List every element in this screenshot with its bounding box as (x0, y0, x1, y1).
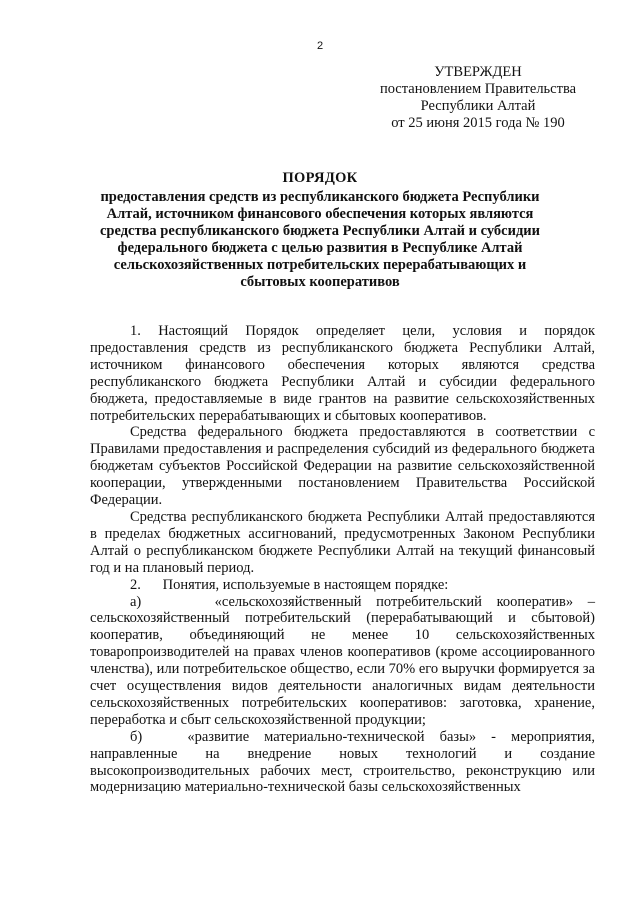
approval-date: от 25 июня 2015 года № 190 (391, 115, 565, 131)
document-body (90, 323, 595, 796)
paragraph: б) «развитие материально-технической базы» - мероприятия, направленные на внедрение новых технологий и создание высокопроизводительных рабочих мест, строительство, реконструкцию или модернизацию материально-технической базы сельскохозяйственных (90, 728, 595, 796)
paragraph: 1. Настоящий Порядок определяет цели, условия и порядок предоставления средств из республиканского бюджета Республики Алтай, источником финансового обеспечения которых являются средства республиканского бюджета Республики Алтай и субсидии федерального бюджета, предоставляемые в виде грантов на развитие сельскохозяйственных потребительских перерабатывающих и сбытовых кооперативов. (90, 323, 595, 424)
approval-block (358, 64, 598, 132)
approval-line: постановлением Правительства (379, 81, 577, 97)
paragraph: а) «сельскохозяйственный потребительский кооператив» – сельскохозяйственный потребительский (перерабатывающий и сбытовой) кооператив, объединяющий не менее 10 сельскохозяйственных товаропроизводителей на правах членов кооперативов (кроме ассоциированного членства), или потребительское общество, если 70% его выручки формируется за счет осуществления видов деятельности аналогичных видам деятельности сельскохозяйственных потребительских кооперативов: заготовка, хранение, переработка и сбыт сельскохозяйственной продукции; (90, 593, 595, 728)
paragraph: 2. Понятия, используемые в настоящем порядке: (130, 576, 449, 593)
document-subtitle: предоставления средств из республиканского бюджета Республики Алтай, источником финансового обеспечения которых являются средства республиканского бюджета Республики Алтай и субсидии федерального бюджета с целью развития в Республике Алтай сельскохозяйственных потребительских перерабатывающих и сбытовых кооперативов (99, 189, 541, 290)
page-number: 2 (316, 40, 324, 52)
approval-heading: УТВЕРЖДЕН (434, 64, 522, 80)
document-title: ПОРЯДОК (282, 170, 358, 186)
paragraph: Средства республиканского бюджета Республики Алтай предоставляются в пределах бюджетных ассигнований, предусмотренных Законом Республики Алтай о республиканском бюджете Республики Алтай на текущий финансовый год и на плановый период. (90, 508, 595, 576)
approval-line: Республики Алтай (420, 98, 536, 114)
paragraph: Средства федерального бюджета предоставляются в соответствии с Правилами предоставления и распределения субсидий из федерального бюджета бюджетам субъектов Российской Федерации на развитие сельскохозяйственной кооперации, утвержденными постановлением Правительства Российской Федерации. (90, 424, 595, 509)
